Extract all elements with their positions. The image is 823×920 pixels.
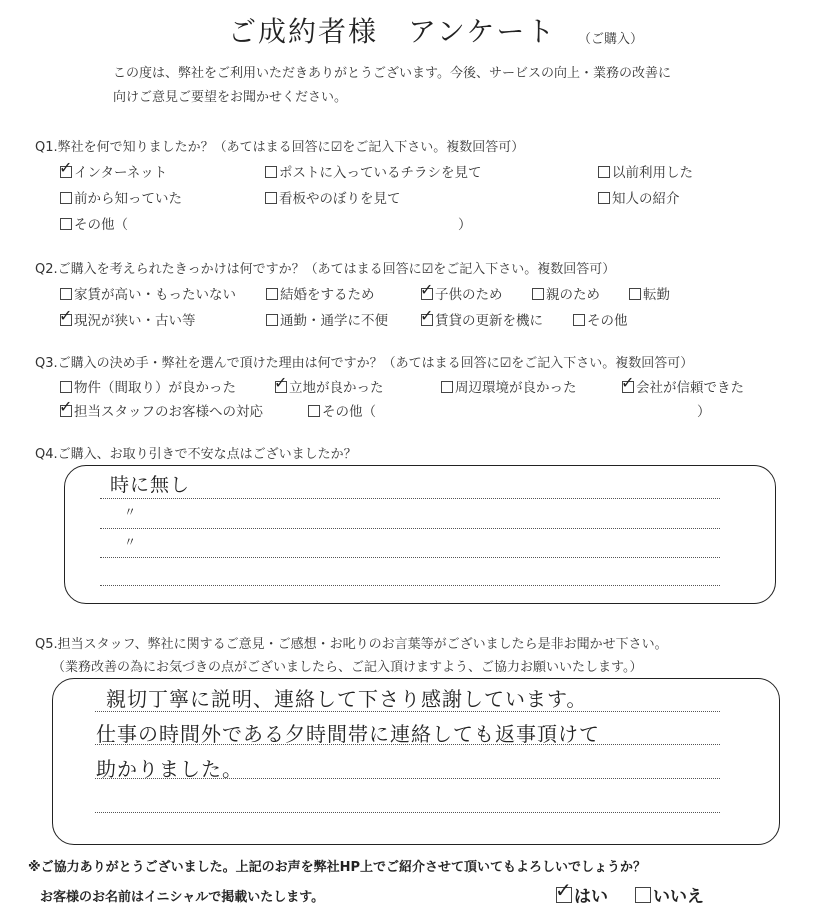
checkbox[interactable] [598, 192, 610, 204]
q2-option-small-old[interactable]: ✓現況が狭い・古い等 [60, 309, 196, 329]
q2-option-parents[interactable]: 親のため [532, 283, 600, 303]
checkbox[interactable] [573, 314, 585, 326]
q1-option-internet[interactable]: ✓インターネット [60, 161, 167, 181]
checkbox[interactable] [266, 314, 278, 326]
checkbox[interactable] [60, 288, 72, 300]
survey-subtitle: （ご購入） [578, 32, 644, 47]
checkbox-checked[interactable] [622, 381, 634, 393]
q1-label: Q1.弊社を何で知りましたか？（あてはまる回答に☑をご記入下さい。複数回答可） [35, 140, 525, 155]
answer-line [100, 557, 720, 558]
q3-label: Q3.ご購入の決め手・弊社を選んで頂けた理由は何ですか？（あてはまる回答に☑をご記入下さい。複数回答可） [35, 356, 694, 371]
intro-line-1: この度は、弊社をご利用いただきありがとうございます。今後、サービスの向上・業務の改善に [113, 66, 671, 81]
q5-answer-line-3: 助かりました。 [96, 757, 243, 781]
q2-option-marriage[interactable]: 結婚をするため [266, 283, 375, 303]
q2-option-lease-renewal[interactable]: ✓ 賃貸の更新を機に [421, 309, 543, 329]
q1-option-used-before[interactable]: 以前利用した [598, 161, 693, 181]
checkbox[interactable] [598, 166, 610, 178]
q2-option-commute[interactable]: 通勤・通学に不便 [266, 309, 388, 329]
consent-no-option[interactable]: いいえ [635, 882, 704, 907]
q3-other-close: ） [697, 404, 711, 420]
q1-option-flyer[interactable]: ポストに入っているチラシを見て [265, 161, 482, 181]
q1-other-close: ） [458, 217, 472, 233]
checkbox-checked[interactable] [421, 288, 433, 300]
checkbox[interactable] [441, 381, 453, 393]
answer-line [95, 812, 720, 813]
q3-option-property[interactable]: 物件（間取り）が良かった [60, 376, 236, 396]
checkbox[interactable] [308, 405, 320, 417]
survey-title: ご成約者様 アンケート [228, 15, 557, 48]
q3-option-trust[interactable]: ✓ 会社が信頼できた [622, 376, 744, 396]
q2-label: Q2.ご購入を考えられたきっかけは何ですか？（あてはまる回答に☑をご記入下さい。複数回答可） [35, 262, 616, 277]
checkbox[interactable] [265, 166, 277, 178]
q1-option-signboard[interactable]: 看板やのぼりを見て [265, 187, 401, 207]
q5-answer-line-2: 仕事の時間外である夕時間帯に連絡しても返事頂けて [96, 722, 600, 746]
checkbox-checked[interactable] [60, 166, 72, 178]
checkbox-checked[interactable] [275, 381, 287, 393]
checkbox-checked[interactable] [60, 405, 72, 417]
answer-line [100, 585, 720, 586]
q1-option-referral[interactable]: 知人の紹介 [598, 187, 680, 207]
q2-option-other[interactable]: その他 [573, 309, 628, 329]
q5-answer-line-1: 親切丁寧に説明、連絡して下さり感謝しています。 [106, 687, 588, 711]
q3-option-environment[interactable]: 周辺環境が良かった [441, 376, 577, 396]
consent-yes-option[interactable]: ✓ はい [556, 882, 608, 907]
checkbox-checked[interactable] [421, 314, 433, 326]
checkbox-checked[interactable] [60, 314, 72, 326]
q5-sublabel: （業務改善の為にお気づきの点がございましたら、ご記入頂けますよう、ご協力お願いいたします。） [52, 660, 643, 675]
checkbox[interactable] [60, 218, 72, 230]
intro-line-2: 向けご意見ご要望をお聞かせください。 [113, 90, 348, 105]
q4-answer-line-1: 時に無し [110, 474, 191, 496]
checkbox[interactable] [265, 192, 277, 204]
q1-option-other[interactable]: その他（ [60, 213, 128, 233]
answer-line [100, 498, 720, 499]
checkbox[interactable] [532, 288, 544, 300]
q4-label: Q4.ご購入、お取り引きで不安な点はございましたか？ [35, 447, 357, 462]
q3-option-staff[interactable]: ✓担当スタッフのお客様への対応 [60, 400, 263, 420]
q3-option-location[interactable]: ✓ 立地が良かった [275, 376, 384, 396]
q4-answer-line-3: 〃 [124, 535, 138, 549]
checkbox[interactable] [635, 887, 651, 903]
q2-option-children[interactable]: ✓ 子供のため [421, 283, 503, 303]
checkbox[interactable] [266, 288, 278, 300]
q4-answer-line-2: 〃 [124, 505, 138, 519]
checkbox[interactable] [60, 192, 72, 204]
q2-option-rent-high[interactable]: 家賃が高い・もったいない [60, 283, 236, 303]
consent-question: ※ご協力ありがとうございました。上記のお声を弊社HP上でご紹介させて頂いてもよろしいでしょうか？ [28, 860, 647, 875]
answer-line [100, 528, 720, 529]
checkbox-checked[interactable] [556, 887, 572, 903]
initials-note: お客様のお名前はイニシャルで掲載いたします。 [40, 890, 325, 905]
q1-option-known-before[interactable]: 前から知っていた [60, 187, 182, 207]
q2-option-transfer[interactable]: 転勤 [629, 283, 670, 303]
checkbox[interactable] [60, 381, 72, 393]
checkbox[interactable] [629, 288, 641, 300]
q3-option-other[interactable]: その他（ [308, 400, 376, 420]
q5-label: Q5.担当スタッフ、弊社に関するご意見・ご感想・お叱りのお言葉等がございましたら是非お聞かせ下さい。 [35, 637, 668, 652]
